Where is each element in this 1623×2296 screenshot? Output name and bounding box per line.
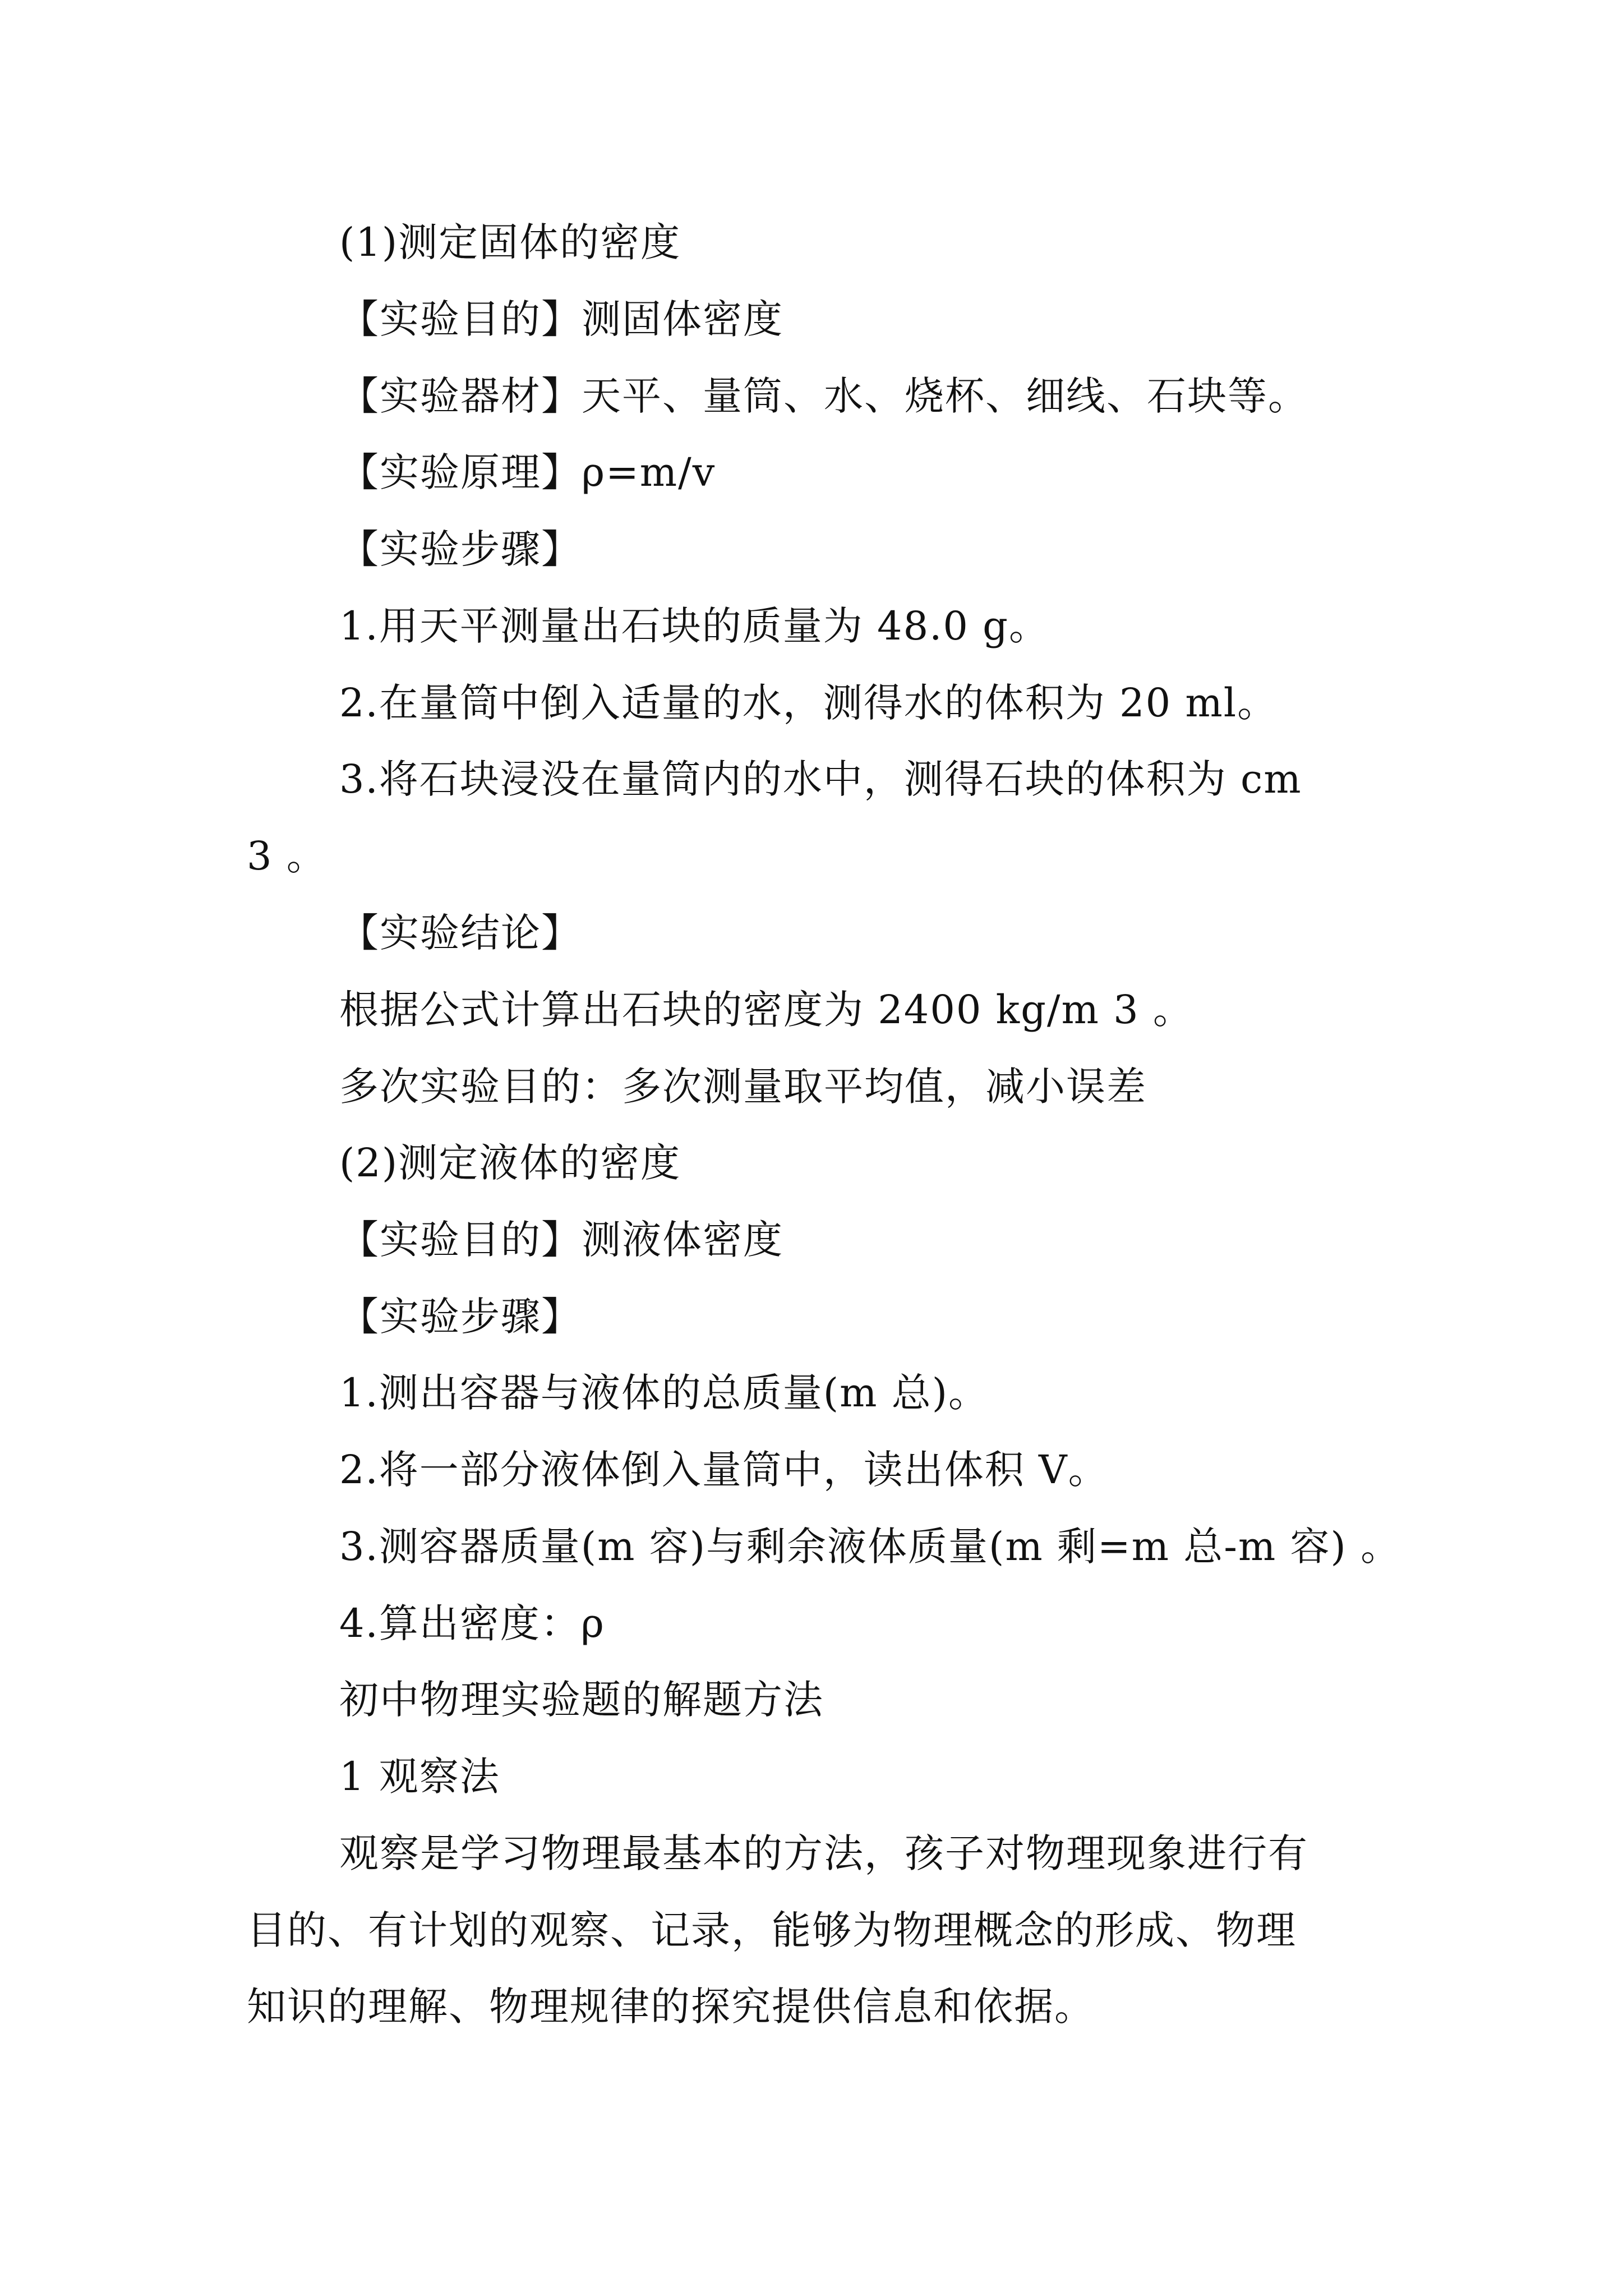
liquid-step-3: 3.测容器质量(m 容)与剩余液体质量(m 剩=m 总-m 容) 。: [339, 1524, 1401, 1570]
experiment-equipment: 【实验器材】天平、量筒、水、烧杯、细线、石块等。: [339, 373, 1308, 419]
method-1-heading: 1 观察法: [339, 1754, 500, 1800]
experiment-conclusion-heading: 【实验结论】: [339, 910, 582, 956]
solid-step-2: 2.在量筒中倒入适量的水，测得水的体积为 20 ml。: [339, 680, 1278, 726]
section-heading-solid-density: (1)测定固体的密度: [339, 219, 681, 265]
paragraph-line-3: 知识的理解、物理规律的探究提供信息和依据。: [247, 1984, 1095, 2030]
paragraph-line-1: 观察是学习物理最基本的方法，孩子对物理现象进行有: [339, 1830, 1308, 1876]
solid-step-1: 1.用天平测量出石块的质量为 48.0 g。: [339, 603, 1049, 649]
liquid-step-4: 4.算出密度：ρ: [339, 1600, 605, 1646]
experiment-steps-heading-liquid: 【实验步骤】: [339, 1294, 582, 1340]
liquid-step-2: 2.将一部分液体倒入量筒中，读出体积 V。: [339, 1447, 1109, 1493]
experiment-purpose-liquid: 【实验目的】测液体密度: [339, 1217, 783, 1263]
paragraph-line-2: 目的、有计划的观察、记录，能够为物理概念的形成、物理: [247, 1907, 1297, 1953]
section-heading-methods: 初中物理实验题的解题方法: [339, 1677, 824, 1723]
experiment-principle: 【实验原理】ρ=m/v: [339, 449, 716, 495]
liquid-step-1: 1.测出容器与液体的总质量(m 总)。: [339, 1370, 989, 1416]
solid-step-3-continued: 3 。: [247, 833, 327, 879]
solid-step-3: 3.将石块浸没在量筒内的水中，测得石块的体积为 cm: [339, 756, 1302, 802]
experiment-steps-heading-solid: 【实验步骤】: [339, 526, 582, 572]
repeat-experiment-purpose: 多次实验目的：多次测量取平均值，减小误差: [339, 1064, 1147, 1110]
experiment-purpose-solid: 【实验目的】测固体密度: [339, 296, 783, 342]
section-heading-liquid-density: (2)测定液体的密度: [339, 1140, 681, 1186]
conclusion-text: 根据公式计算出石块的密度为 2400 kg/m 3 。: [339, 987, 1193, 1033]
